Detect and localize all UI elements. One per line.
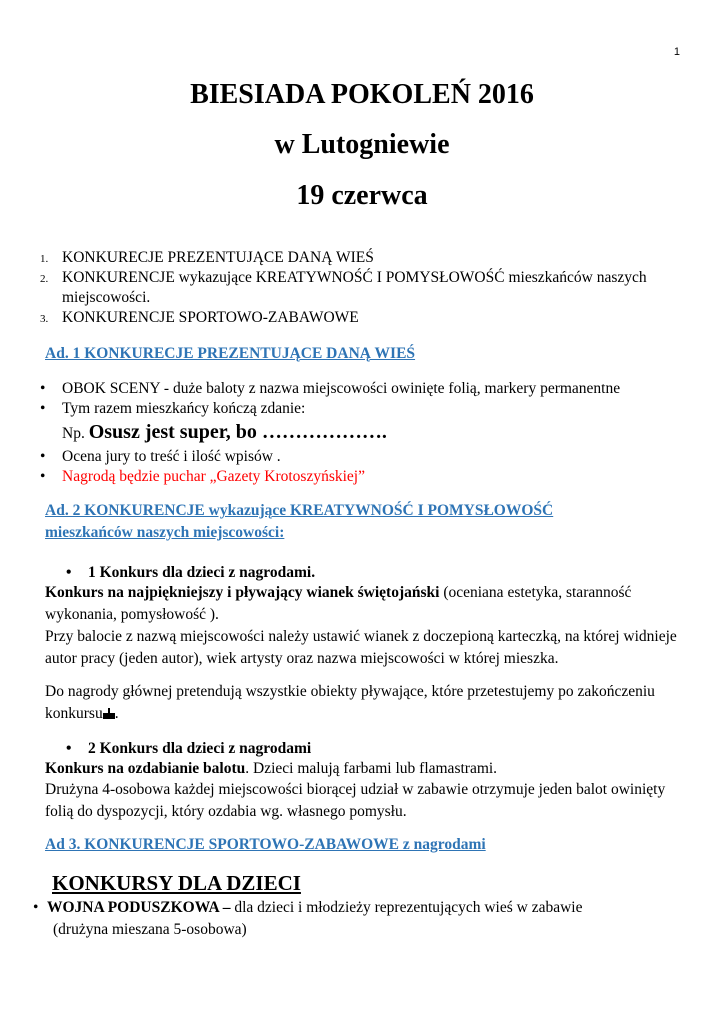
- contest1-criteria: (oceniana estetyka, staranność wykonania, pomysłowość ).: [45, 584, 632, 623]
- bullet-icon: •: [40, 400, 46, 417]
- cake-icon: [103, 707, 115, 719]
- list-item-text: KONKURECJE PREZENTUJĄCE DANĄ WIEŚ: [62, 249, 374, 266]
- section3-heading: Ad 3. KONKURENCJE SPORTOWO-ZABAWOWE z nagrodami: [45, 836, 486, 853]
- section2-heading: [45, 500, 553, 544]
- list-item: [40, 399, 700, 419]
- list-item-text: OBOK SCENY - duże baloty z nazwa miejscowości owinięte folią, markery permanentne: [62, 380, 621, 397]
- bullet-icon: •: [40, 468, 46, 485]
- list-item: [40, 379, 700, 399]
- contest2-name: Konkurs na ozdabianie balotu: [45, 760, 246, 777]
- document-date: 19 czerwca: [296, 180, 428, 211]
- list-item-text: Tym razem mieszkańcy kończą zdanie:: [62, 400, 306, 417]
- list-item: [33, 897, 703, 941]
- example-text: Osusz jest super, bo ……………….: [88, 421, 387, 443]
- list-item-text: Ocena jury to treść i ilość wpisów .: [62, 448, 281, 465]
- bullet-icon: •: [40, 380, 46, 397]
- contest1-prize-note: [45, 681, 685, 725]
- section1-bullets: [40, 379, 700, 487]
- list-item: [40, 268, 700, 308]
- bullet-icon: •: [40, 448, 46, 465]
- list-item-text: KONKURENCJE SPORTOWO-ZABAWOWE: [62, 309, 359, 326]
- pillow-fight-title: WOJNA PODUSZKOWA –: [47, 899, 231, 916]
- list-number: 2.: [40, 273, 49, 285]
- list-item: [40, 308, 700, 328]
- contest1-instructions: Przy balocie z nazwą miejscowości należy ustawić wianek z doczepioną karteczką, na której widnieje autor pracy (jeden autor), wiek artysty oraz nazwa miejscowości w której mieszka.: [45, 628, 677, 667]
- bullet-icon: •: [33, 899, 39, 916]
- contest2-info: . Dzieci malują farbami lub flamastrami.: [245, 760, 498, 777]
- document-title: BIESIADA POKOLEŃ 2016: [190, 79, 534, 110]
- pillow-fight-team: (drużyna mieszana 5-osobowa): [53, 921, 247, 938]
- pillow-fight-desc: dla dzieci i młodzieży reprezentujących wieś w zabawie: [230, 899, 583, 916]
- contest2-title-text: 2 Konkurs dla dzieci z nagrodami: [88, 740, 312, 757]
- page-number: 1: [673, 46, 680, 58]
- section2-heading-line1: Ad. 2 KONKURENCJE wykazujące KREATYWNOŚĆ I POMYSŁOWOŚĆ: [45, 502, 554, 519]
- prize-note-text: Do nagrody głównej pretendują wszystkie obiekty pływające, które przetestujemy po zakończeniu konkursu: [45, 683, 655, 722]
- contest1-name: Konkurs na najpiękniejszy i pływający wianek świętojański: [45, 584, 440, 601]
- contest1-title: [66, 564, 315, 582]
- contest2-title: [66, 740, 311, 758]
- list-item: [40, 447, 700, 467]
- contest2-instructions: Drużyna 4-osobowa każdej miejscowości biorącej udział w zabawie otrzymuje jeden balot owinięty folią do dyspozycji, który ozdabia wg. własnego pomysłu.: [45, 781, 666, 820]
- document-location: w Lutogniewie: [274, 129, 450, 160]
- contest1-title-text: 1 Konkurs dla dzieci z nagrodami.: [88, 564, 316, 581]
- bullet-icon: •: [66, 564, 72, 581]
- list-item-text: [47, 897, 703, 919]
- list-item: [40, 248, 700, 268]
- list-number: 1.: [40, 253, 49, 265]
- kids-contests-heading: KONKURSY DLA DZIECI: [52, 871, 301, 895]
- bullet-icon: •: [66, 740, 72, 757]
- contest2-description: [45, 758, 685, 780]
- section1-heading: Ad. 1 KONKURECJE PREZENTUJĄCE DANĄ WIEŚ: [45, 345, 416, 362]
- example-prefix: Np.: [62, 425, 89, 442]
- list-item-text: KONKURENCJE wykazujące KREATYWNOŚĆ I POMYSŁOWOŚĆ mieszkańców naszych miejscowości.: [62, 269, 647, 306]
- list-item: [40, 467, 700, 487]
- prize-note-end: .: [114, 705, 119, 722]
- prize-text: Nagrodą będzie puchar „Gazety Krotoszyńskiej”: [62, 468, 365, 485]
- section2-heading-line2: mieszkańców naszych miejscowości:: [45, 524, 285, 541]
- example-sentence: [40, 419, 700, 447]
- list-number: 3.: [40, 313, 49, 325]
- contest-list: [40, 248, 700, 328]
- contest1-description: [45, 582, 685, 626]
